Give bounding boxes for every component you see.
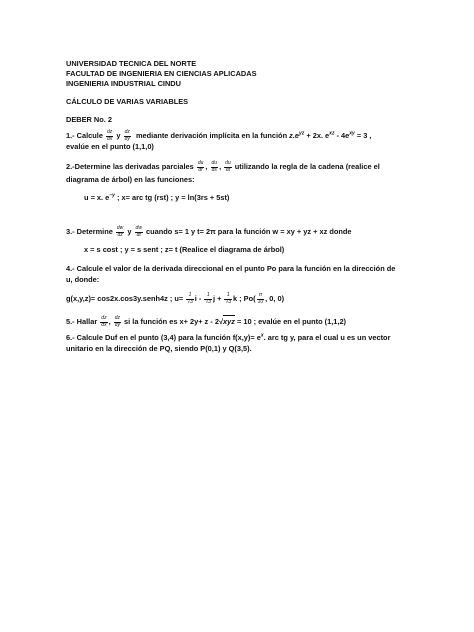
fraction-dz-dx: $\frac{dz}{dx}$ bbox=[107, 129, 113, 142]
problem-3-line-2: x = s cost ; y = s sent ; z= t (Realice el diagrama de árbol) bbox=[84, 245, 285, 254]
assignment-title: DEBER No. 2 bbox=[66, 115, 112, 124]
header-faculty: FACULTAD DE INGENIERIA EN CIENCIAS APLICADAS bbox=[66, 69, 257, 78]
problem-1-line-2: evalúe en el punto (1,1,0) bbox=[66, 142, 154, 151]
fraction-du-ds: $\frac{du}{ds}$ bbox=[211, 160, 218, 173]
problem-2-functions: u = x. $e^{-y}$ ; x= arc tg (rst) ; y = ln(3rs + 5st) bbox=[84, 192, 230, 202]
problem-6-line-2: unitario en la dirección de PQ, siendo P(0,1) y Q(3,5). bbox=[66, 344, 252, 353]
problem-3-line-1: 3.- Determine $\frac{dw}{dz}$ y $\frac{dw}{dt}$ cuando s= 1 y t= 2π para la función w = xy + yz + xz donde bbox=[66, 225, 352, 238]
fraction-du-dr: $\frac{du}{dr}$ bbox=[197, 160, 204, 173]
fraction-dz-dx: $\frac{dz}{dx}$ bbox=[101, 315, 107, 328]
fraction-du-dt: $\frac{du}{dt}$ bbox=[225, 160, 231, 173]
problem-4-line-3: g(x,y,z)= cos2x.cos3y.senh4z ; u= $\frac{1}{√3}$ i - $\frac{1}{√3}$ j + $\frac{1}{√3}$ k ; Po( $\frac{\pi}{10}$ , 0, 0) bbox=[66, 292, 285, 305]
problem-4-line-2: u, donde: bbox=[66, 275, 100, 284]
header-university: UNIVERSIDAD TECNICA DEL NORTE bbox=[66, 59, 197, 68]
fraction-dz-dy: $\frac{dz}{dy}$ bbox=[114, 315, 120, 328]
problem-5-line-1: 5.- Hallar $\frac{dz}{dx}$ , $\frac{dz}{dy}$ si la función es x+ 2y+ z - 2√xyz = 10 ; evalúe en el punto (1,1,2) bbox=[66, 315, 347, 328]
problem-2-line-1: 2.-Determine las derivadas parciales $\frac{du}{dr}$ , $\frac{du}{ds}$ , $\frac{du}{dt}$ utilizando la regla de la cadena (realice el bbox=[66, 160, 380, 173]
fraction-pi-10: $\frac{\pi}{10}$ bbox=[257, 292, 264, 305]
fraction-dz-dy: $\frac{dz}{dy}$ bbox=[124, 129, 130, 142]
header-career: INGENIERIA INDUSTRIAL CINDU bbox=[66, 79, 181, 88]
fraction-dw-dt: $\frac{dw}{dt}$ bbox=[135, 225, 142, 238]
fraction-dw-dz: $\frac{dw}{dz}$ bbox=[116, 225, 124, 238]
course-title: CÁLCULO DE VARIAS VARIABLES bbox=[66, 97, 189, 106]
problem-4-line-1: 4.- Calcule el valor de la derivada direccional en el punto Po para la función en la dirección de bbox=[66, 264, 396, 273]
sqrt-symbol: √ bbox=[218, 316, 223, 326]
problem-1-line-1: 1.- Calcule $\frac{dz}{dx}$ y $\frac{dz}{dy}$ mediante derivación implícita en la función $z.e^{yz} + 2x$. $e^{xz} - 4e^{xy} = 3$ , bbox=[66, 129, 372, 142]
problem-6-line-1: 6.- Calcule Duf en el punto (3,4) para la función $f(x,y)= e^x$. arc tg y, para el cual u es un vector bbox=[66, 332, 391, 342]
problem-2-line-2: diagrama de árbol) en las funciones: bbox=[66, 175, 195, 184]
